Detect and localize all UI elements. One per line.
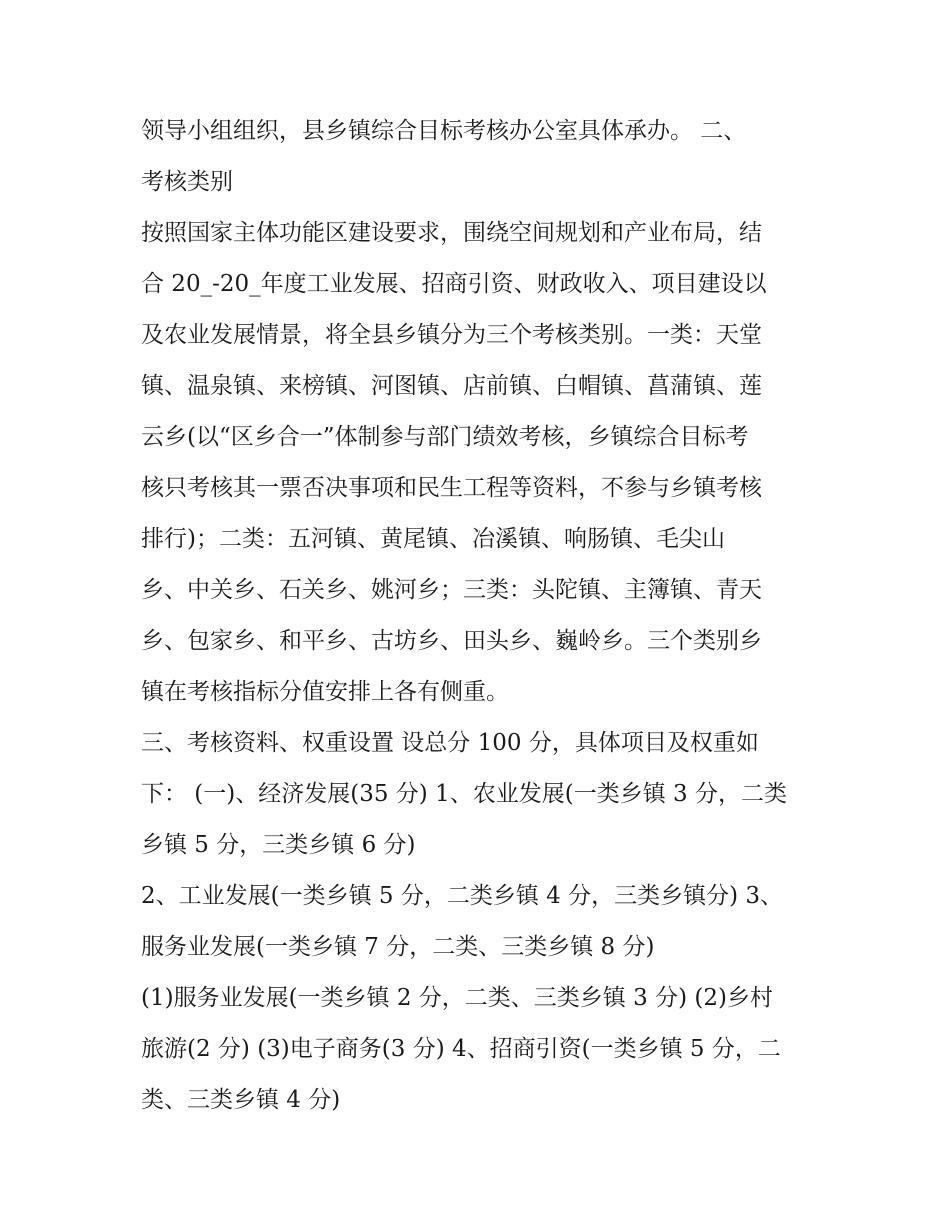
text-line: 领导小组组织，县乡镇综合目标考核办公室具体承办。 二、 bbox=[141, 118, 747, 144]
text-line: 旅游(2 分) (3)电子商务(3 分) 4、招商引资(一类乡镇 5 分，二 bbox=[141, 1036, 781, 1062]
text-line: 核只考核其一票否决事项和民生工程等资料，不参与乡镇考核 bbox=[141, 475, 762, 501]
text-line: 乡镇 5 分，三类乡镇 6 分) bbox=[141, 832, 416, 858]
text-line: 合 20_-20_年度工业发展、招商引资、财政收入、项目建设以 bbox=[141, 271, 767, 297]
text-line: 按照国家主体功能区建设要求，围绕空间规划和产业布局，结 bbox=[141, 220, 762, 246]
text-line: 2、工业发展(一类乡镇 5 分，二类乡镇 4 分，三类乡镇分) 3、 bbox=[141, 883, 784, 909]
text-line: 云乡(以“区乡合一”体制参与部门绩效考核，乡镇综合目标考 bbox=[141, 424, 749, 450]
text-line: 镇在考核指标分值安排上各有侧重。 bbox=[141, 679, 509, 705]
text-line: 及农业发展情景，将全县乡镇分为三个考核类别。一类：天堂 bbox=[141, 322, 762, 348]
text-line: (1)服务业发展(一类乡镇 2 分，二类、三类乡镇 3 分) (2)乡村 bbox=[141, 985, 773, 1011]
text-line: 镇、温泉镇、来榜镇、河图镇、店前镇、白帽镇、菖蒲镇、莲 bbox=[141, 373, 762, 399]
text-line: 类、三类乡镇 4 分) bbox=[141, 1087, 341, 1113]
text-line: 乡、包家乡、和平乡、古坊乡、田头乡、巍岭乡。三个类别乡 bbox=[141, 628, 762, 654]
document-body bbox=[141, 106, 821, 1126]
text-line: 三、考核资料、权重设置 设总分 100 分，具体项目及权重如 bbox=[141, 730, 759, 756]
text-line: 下： (一)、经济发展(35 分) 1、农业发展(一类乡镇 3 分，二类 bbox=[141, 781, 787, 807]
text-line: 服务业发展(一类乡镇 7 分，二类、三类乡镇 8 分) bbox=[141, 934, 655, 960]
text-line: 考核类别 bbox=[141, 169, 233, 195]
text-line: 乡、中关乡、石关乡、姚河乡；三类：头陀镇、主簿镇、青天 bbox=[141, 577, 762, 603]
text-line: 排行)；二类：五河镇、黄尾镇、冶溪镇、响肠镇、毛尖山 bbox=[141, 526, 725, 552]
